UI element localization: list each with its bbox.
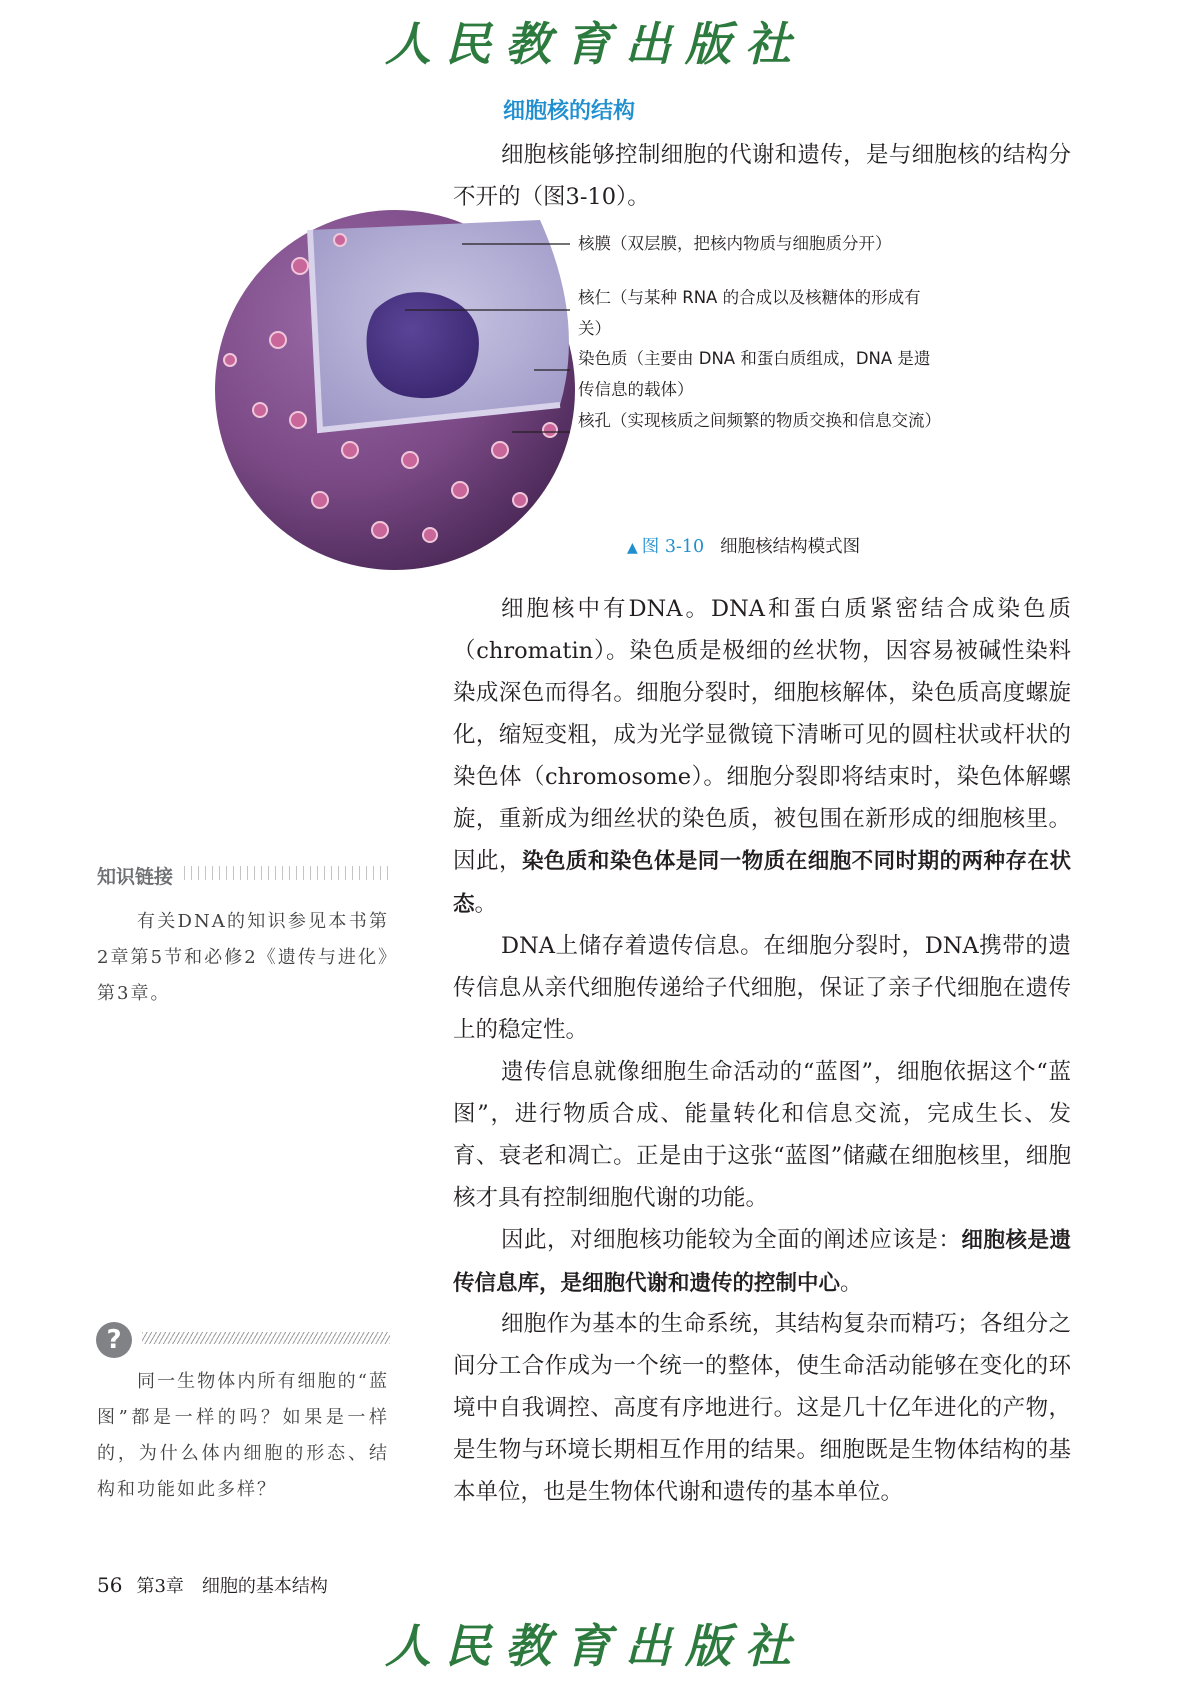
label-nuclear-pore: 核孔（实现核质之间频繁的物质交换和信息交流） (578, 411, 941, 430)
question-text: 同一生物体内所有细胞的“蓝图”都是一样的吗？如果是一样的，为什么体内细胞的形态、结构和功能如此多样？ (97, 1371, 389, 1500)
knowledge-link-text: 有关DNA的知识参见本书第2章第5节和必修2《遗传与进化》第3章。 (97, 911, 389, 1004)
page-footer (97, 1572, 328, 1598)
paragraph-chromatin-end: 。 (474, 891, 498, 917)
knowledge-link-title: 知识链接 (97, 866, 174, 888)
paragraph-conclusion (453, 1219, 1071, 1305)
page-number: 56 (97, 1573, 123, 1597)
label-nuclear-envelope: 核膜（双层膜，把核内物质与细胞质分开） (578, 234, 892, 253)
paragraph-conclusion-text: 因此，对细胞核功能较为全面的阐述应该是： (501, 1227, 962, 1253)
paragraph-blueprint: 遗传信息就像细胞生命活动的“蓝图”，细胞依据这个“蓝图”，进行物质合成、能量转化和信息交流，完成生长、发育、衰老和凋亡。正是由于这张“蓝图”储藏在细胞核里，细胞核才具有控制细胞代谢的功能。 (453, 1059, 1071, 1211)
triangle-icon: ▲ (627, 540, 638, 556)
paragraph-conclusion-end: 。 (840, 1270, 863, 1296)
label-nucleolus: 核仁（与某种 RNA 的合成以及核糖体的形成有关） (578, 288, 921, 338)
paragraph-dna: DNA上储存着遗传信息。在细胞分裂时，DNA携带的遗传信息从亲代细胞传递给子代细胞，保证了亲子代细胞在遗传上的稳定性。 (453, 933, 1071, 1043)
figure-caption (627, 533, 860, 558)
section-title: 细胞核的结构 (503, 99, 636, 124)
chapter-title: 细胞的基本结构 (201, 1576, 328, 1597)
intro-paragraph: 细胞核能够控制细胞的代谢和遗传，是与细胞核的结构分不开的（图3-10）。 (453, 142, 1071, 210)
figure-caption-text: 细胞核结构模式图 (720, 537, 861, 557)
paragraph-conclusion-emphasis: 细胞核是遗传信息库，是细胞代谢和遗传的控制中心 (453, 1228, 1071, 1296)
paragraph-life-system: 细胞作为基本的生命系统，其结构复杂而精巧；各组分之间分工合作成为一个统一的整体，使生命活动能够在变化的环境中自我调控、高度有序地进行。这是几十亿年进化的产物，是生物与环境长期相互作用的结果。细胞既是生物体结构的基本单位，也是生物体代谢和遗传的基本单位。 (453, 1311, 1071, 1505)
paragraph-chromatin (453, 588, 1071, 926)
nucleolus-shape (367, 292, 479, 398)
figure-number: 图 3-10 (641, 537, 705, 557)
paragraph-chromatin-text: 细胞核中有DNA。DNA和蛋白质紧密结合成染色质（chromatin）。染色质是极细的丝状物，因容易被碱性染料染成深色而得名。细胞分裂时，细胞核解体，染色质高度螺旋化，缩短变粗，成为光学显微镜下清晰可见的圆柱状或杆状的染色体（chromosome）。细胞分裂即将结束时，染色体解螺旋，重新成为细丝状的染色质，被包围在新形成的细胞核里。因此， (453, 596, 1071, 874)
publisher-watermark-bottom: 人民教育出版社 (385, 1619, 805, 1673)
publisher-watermark-top: 人民教育出版社 (385, 17, 805, 71)
paragraph-chromatin-emphasis: 染色质和染色体是同一物质在细胞不同时期的两种存在状态 (453, 849, 1071, 917)
nucleus-figure (200, 200, 1080, 580)
label-chromatin: 染色质（主要由 DNA 和蛋白质组成，DNA 是遗传信息的载体） (578, 349, 931, 399)
chapter-number: 第3章 (136, 1576, 184, 1597)
decorative-chevrons (184, 866, 390, 880)
decorative-hatch (142, 1332, 390, 1344)
question-icon: ? (96, 1322, 132, 1358)
